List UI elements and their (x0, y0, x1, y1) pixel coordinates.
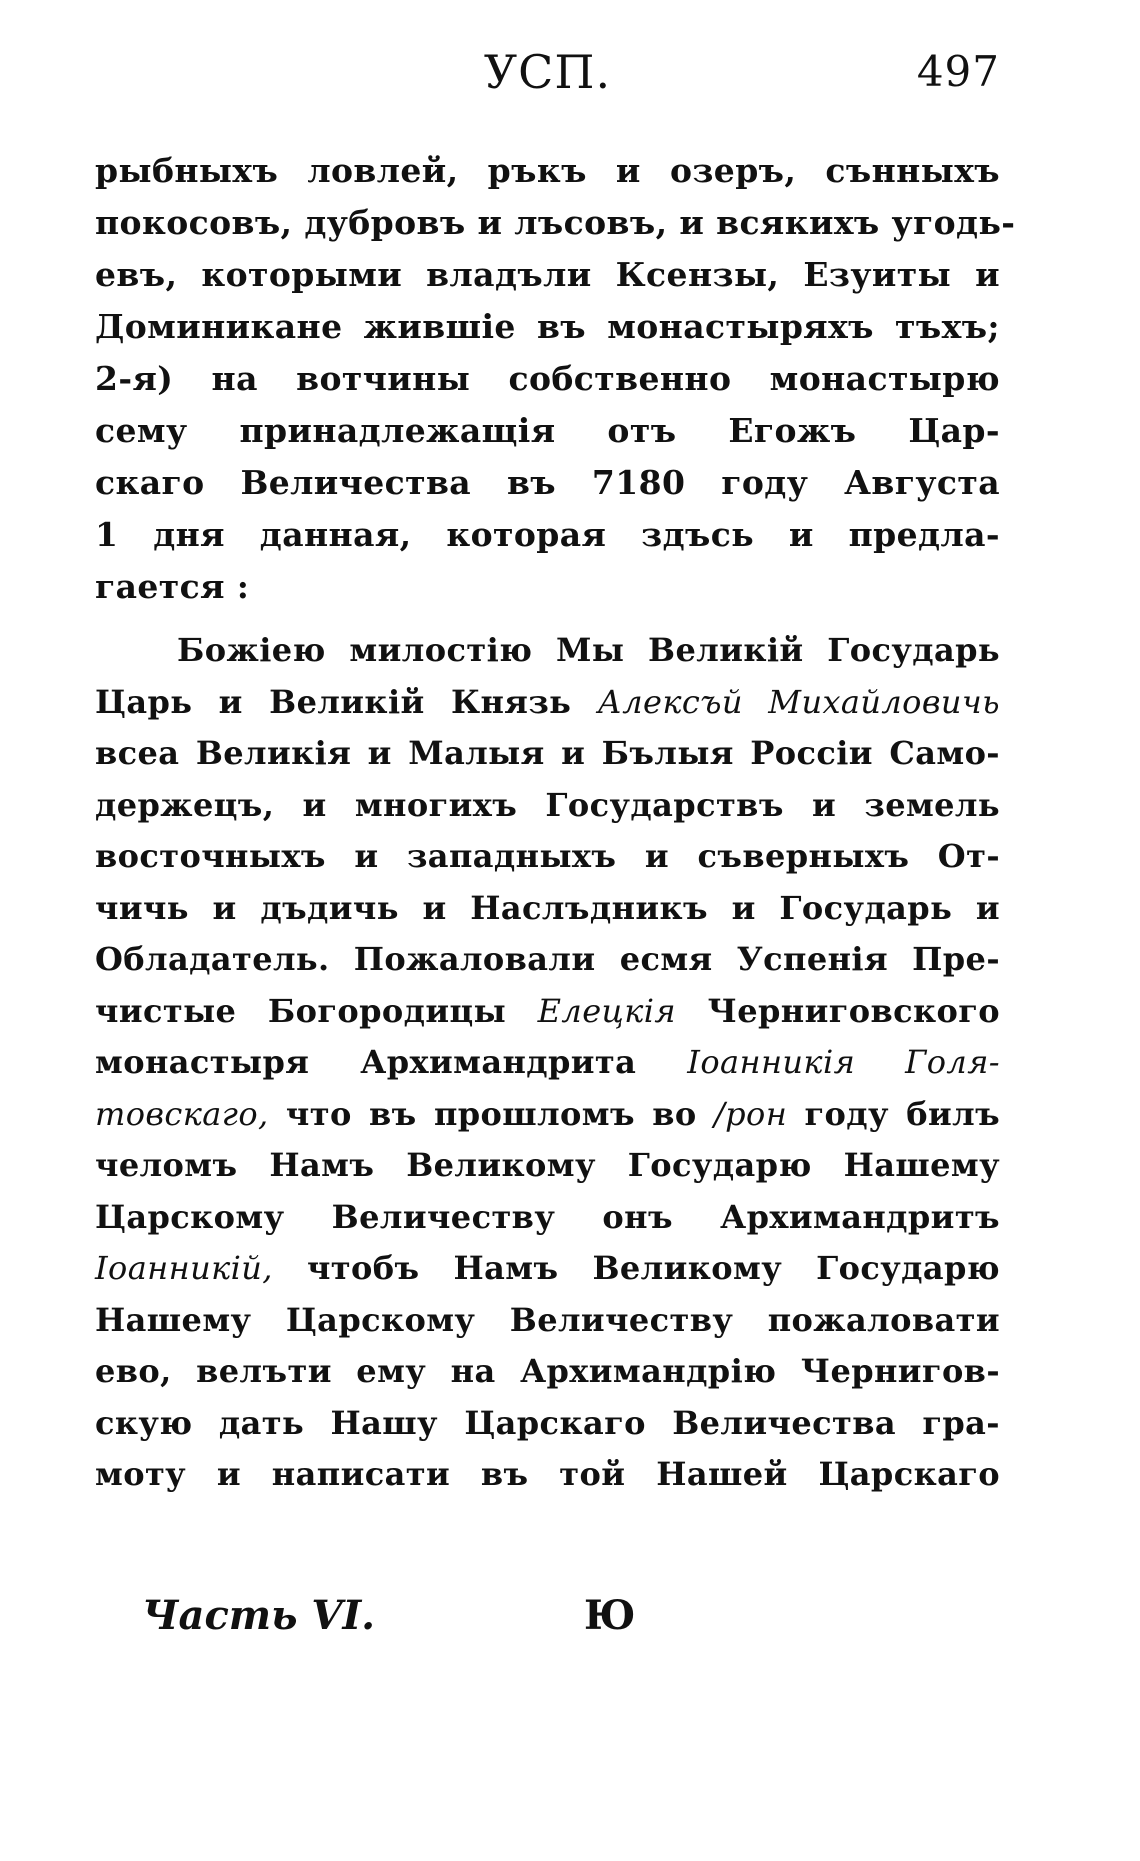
charter-line (95, 986, 1000, 1038)
text-line: рыбныхъ ловлей, ръкъ и озеръ, сънныхъ (95, 151, 1000, 190)
intro-paragraph (95, 145, 1016, 613)
text-line: 1 дня данная, которая здъсь и предла- (95, 515, 1000, 554)
signature-mark: Ю (584, 1592, 636, 1639)
text-line: гается : (95, 567, 250, 606)
year-numeral: /рон (713, 1094, 788, 1133)
charter-line: восточныхъ и западныхъ и съверныхъ От- (95, 837, 1000, 875)
text-line: евъ, которыми владъли Ксензы, Езуиты и (95, 255, 1000, 294)
charter-line: моту и написати въ той Нашей Царскаго (95, 1455, 1000, 1493)
text-line: скаго Величества въ 7180 году Августа (95, 463, 1000, 502)
charter-line: Обладатель. Пожаловали есмя Успенiя Пре- (95, 940, 1000, 978)
place-name: Елецкiя (537, 991, 676, 1030)
charter-text-span: Черниговского (707, 991, 1000, 1030)
charter-text-span: монастыря Архимандрита (95, 1043, 637, 1081)
charter-line (95, 1243, 1000, 1295)
running-head-title: УСП. (483, 45, 612, 99)
charter-line: Нашему Царскому Величеству пожаловати (95, 1300, 1000, 1339)
charter-line: держецъ, и многихъ Государствъ и земель (95, 785, 1000, 824)
archimandrite-surname: товскаго, (95, 1094, 269, 1133)
archimandrite-name: Iоанникiя Голя- (687, 1043, 1000, 1081)
charter-text-span: чтобъ Намъ Великому Государю (306, 1249, 1000, 1287)
text-line: 2-я) на вотчины собственно монастырю (95, 359, 1000, 398)
charter-text (95, 625, 1000, 1501)
charter-text-span: Царь и Великiй Князь (95, 682, 572, 721)
page-footer (142, 1592, 862, 1652)
charter-line: всеа Великiя и Малыя и Бълыя Россiи Само- (95, 734, 1000, 772)
page-number: 497 (916, 47, 1000, 96)
text-line: Доминикане жившiе въ монастыряхъ тъхъ; (95, 307, 1000, 346)
part-label: Часть VI. (142, 1592, 376, 1639)
charter-line: ево, велъти ему на Архимандрiю Чернигов- (95, 1352, 1000, 1390)
charter-line (95, 1037, 1000, 1089)
text-line: сему принадлежащiя отъ Егожъ Цар- (95, 411, 1000, 450)
charter-text-span: году билъ (804, 1094, 1001, 1133)
charter-text-span: чистые Богородицы (95, 991, 507, 1030)
charter-line: Божiею милостiю Мы Великiй Государь (177, 631, 1000, 669)
charter-line: скую дать Нашу Царскаго Величества гра- (95, 1403, 1000, 1442)
charter-text-span: что въ прошломъ во (285, 1094, 697, 1133)
archimandrite-name: Iоанникiй, (95, 1249, 273, 1287)
charter-line: Царскому Величеству онъ Архимандритъ (95, 1197, 1000, 1236)
charter-line (95, 677, 1000, 729)
running-head (95, 45, 1000, 115)
charter-line: чичь и дъдичь и Наслъдникъ и Государь и (95, 888, 1000, 927)
charter-line: челомъ Намъ Великому Государю Нашему (95, 1146, 1000, 1184)
text-line: покосовъ, дубровъ и лъсовъ, и всякихъ угодь- (95, 203, 1016, 242)
charter-line (95, 1089, 1000, 1141)
tsar-name: Алексъй Михайловичь (597, 682, 1000, 721)
